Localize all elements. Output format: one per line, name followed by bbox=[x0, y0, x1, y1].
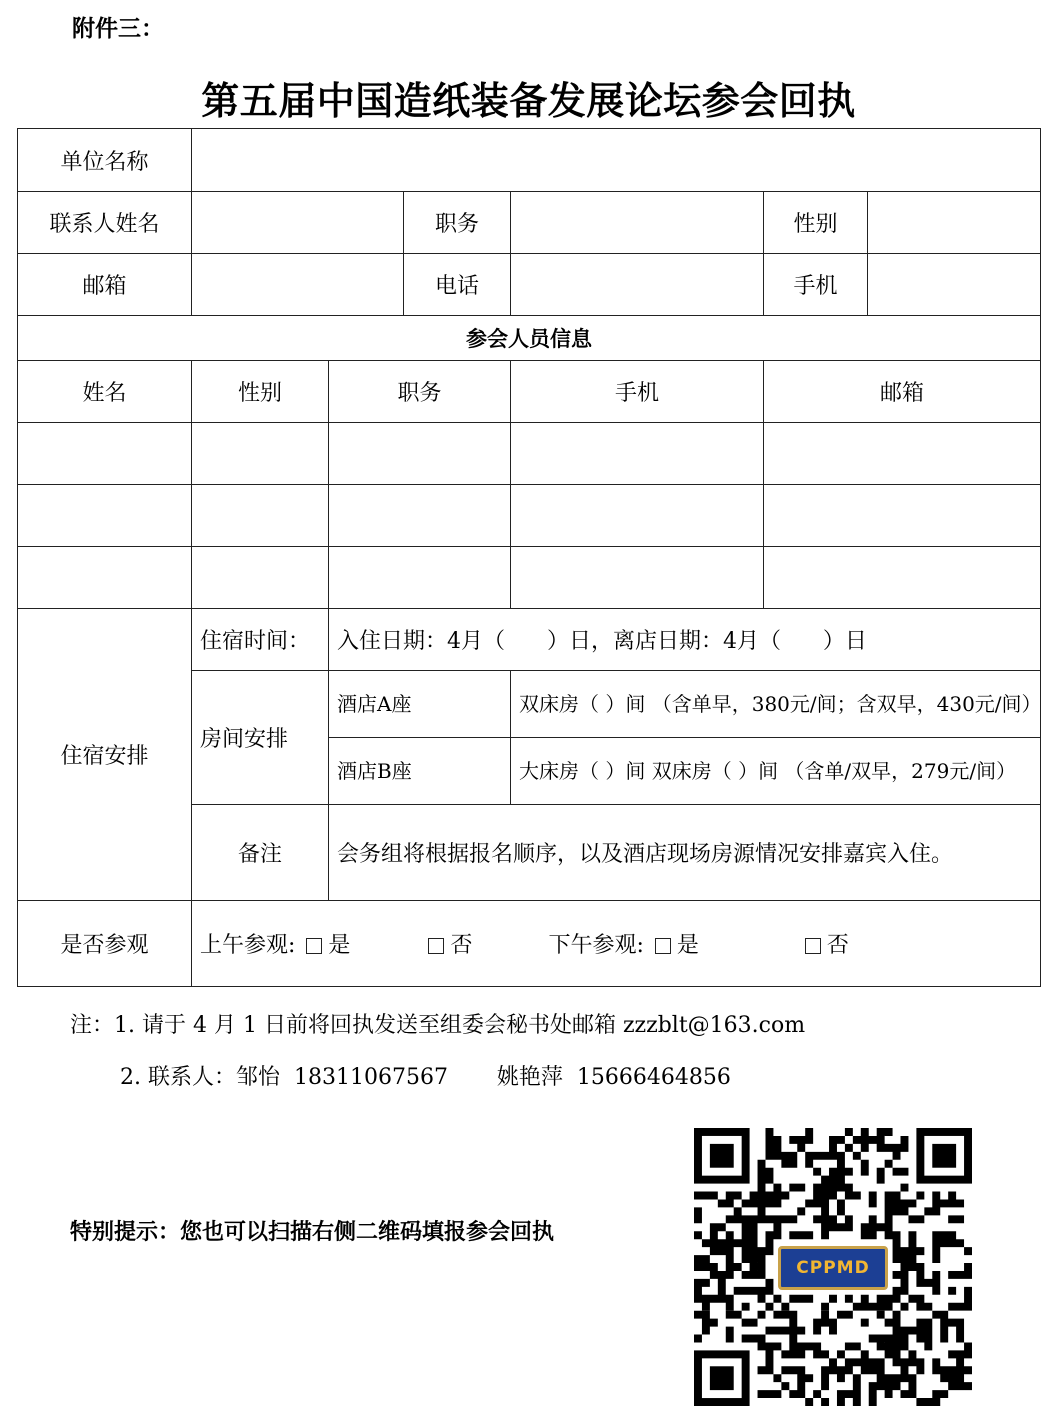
attendee-mobile-cell[interactable] bbox=[511, 485, 764, 547]
attendee-gender-cell[interactable] bbox=[192, 485, 329, 547]
afternoon-no-label: 否 bbox=[826, 933, 849, 958]
visit-label: 是否参观 bbox=[18, 901, 192, 987]
contact-row bbox=[18, 192, 1041, 254]
qr-code bbox=[692, 1128, 974, 1406]
morning-visit-label: 上午参观: bbox=[200, 933, 296, 958]
registration-form bbox=[17, 128, 1041, 987]
attendee-header-email: 邮箱 bbox=[764, 361, 1041, 423]
special-tip: 特别提示：您也可以扫描右侧二维码填报参会回执 bbox=[70, 1220, 555, 1245]
contact-gender-label: 性别 bbox=[764, 192, 868, 254]
attendee-row bbox=[18, 485, 1041, 547]
lodging-label: 住宿安排 bbox=[18, 609, 192, 901]
attendee-gender-cell[interactable] bbox=[192, 547, 329, 609]
unit-field[interactable] bbox=[192, 129, 1041, 192]
unit-label: 单位名称 bbox=[18, 129, 192, 192]
afternoon-yes-checkbox[interactable] bbox=[655, 938, 671, 954]
visit-options bbox=[192, 901, 1041, 987]
contact-email-label: 邮箱 bbox=[18, 254, 192, 316]
attendee-position-cell[interactable] bbox=[329, 485, 511, 547]
qr-finder-pattern bbox=[694, 1350, 750, 1406]
contact-mobile-field[interactable] bbox=[868, 254, 1041, 316]
hotel-a-label: 酒店A座 bbox=[329, 671, 511, 738]
visit-row bbox=[18, 901, 1041, 987]
hotel-a-text[interactable]: 双床房（ ）间 （含单早，380元/间；含双早，430元/间） bbox=[511, 671, 1041, 738]
contact-email-field[interactable] bbox=[192, 254, 404, 316]
attachment-label: 附件三： bbox=[72, 16, 164, 42]
page-title: 第五届中国造纸装备发展论坛参会回执 bbox=[201, 79, 856, 123]
contact-phone-label: 电话 bbox=[404, 254, 511, 316]
note-line-2: 2. 联系人：邹怡 18311067567 姚艳萍 15666464856 bbox=[120, 1065, 731, 1090]
contact-email-row bbox=[18, 254, 1041, 316]
qr-logo-text: CPPMD bbox=[796, 1258, 870, 1278]
attendee-position-cell[interactable] bbox=[329, 423, 511, 485]
attendee-header-gender: 性别 bbox=[192, 361, 329, 423]
contact-position-field[interactable] bbox=[511, 192, 764, 254]
attendee-section-row bbox=[18, 316, 1041, 361]
attendee-header-name: 姓名 bbox=[18, 361, 192, 423]
remark-label: 备注 bbox=[192, 805, 329, 901]
attendee-position-cell[interactable] bbox=[329, 547, 511, 609]
morning-no-checkbox[interactable] bbox=[428, 938, 444, 954]
attendee-mobile-cell[interactable] bbox=[511, 547, 764, 609]
contact-gender-field[interactable] bbox=[868, 192, 1041, 254]
attendee-mobile-cell[interactable] bbox=[511, 423, 764, 485]
attendee-section-title: 参会人员信息 bbox=[18, 316, 1041, 361]
contact-position-label: 职务 bbox=[404, 192, 511, 254]
note-line-1: 注：1. 请于 4 月 1 日前将回执发送至组委会秘书处邮箱 zzzblt@163.com bbox=[70, 1013, 806, 1038]
attendee-gender-cell[interactable] bbox=[192, 423, 329, 485]
contact-phone-field[interactable] bbox=[511, 254, 764, 316]
qr-logo bbox=[778, 1246, 888, 1290]
attendee-row bbox=[18, 547, 1041, 609]
attendee-email-cell[interactable] bbox=[764, 485, 1041, 547]
attendee-row bbox=[18, 423, 1041, 485]
hotel-b-text[interactable]: 大床房（ ）间 双床房（ ）间 （含单/双早，279元/间） bbox=[511, 738, 1041, 805]
lodging-time-text[interactable]: 入住日期：4月（ ）日，离店日期：4月（ ）日 bbox=[329, 609, 1041, 671]
attendee-name-cell[interactable] bbox=[18, 485, 192, 547]
lodging-time-row bbox=[18, 609, 1041, 671]
attendee-header-row bbox=[18, 361, 1041, 423]
unit-row bbox=[18, 129, 1041, 192]
attendee-header-position: 职务 bbox=[329, 361, 511, 423]
contact-name-label: 联系人姓名 bbox=[18, 192, 192, 254]
morning-yes-checkbox[interactable] bbox=[306, 938, 322, 954]
attendee-header-mobile: 手机 bbox=[511, 361, 764, 423]
attendee-email-cell[interactable] bbox=[764, 547, 1041, 609]
afternoon-visit-label: 下午参观: bbox=[548, 933, 644, 958]
remark-text: 会务组将根据报名顺序，以及酒店现场房源情况安排嘉宾入住。 bbox=[329, 805, 1041, 901]
lodging-time-label: 住宿时间： bbox=[192, 609, 329, 671]
hotel-b-label: 酒店B座 bbox=[329, 738, 511, 805]
attendee-email-cell[interactable] bbox=[764, 423, 1041, 485]
attendee-name-cell[interactable] bbox=[18, 547, 192, 609]
qr-finder-pattern bbox=[916, 1128, 972, 1184]
qr-finder-pattern bbox=[694, 1128, 750, 1184]
room-arrangement-label: 房间安排 bbox=[192, 671, 329, 805]
morning-yes-label: 是 bbox=[328, 933, 351, 958]
afternoon-no-checkbox[interactable] bbox=[805, 938, 821, 954]
contact-name-field[interactable] bbox=[192, 192, 404, 254]
afternoon-yes-label: 是 bbox=[676, 933, 699, 958]
morning-no-label: 否 bbox=[450, 933, 473, 958]
attendee-name-cell[interactable] bbox=[18, 423, 192, 485]
contact-mobile-label: 手机 bbox=[764, 254, 868, 316]
